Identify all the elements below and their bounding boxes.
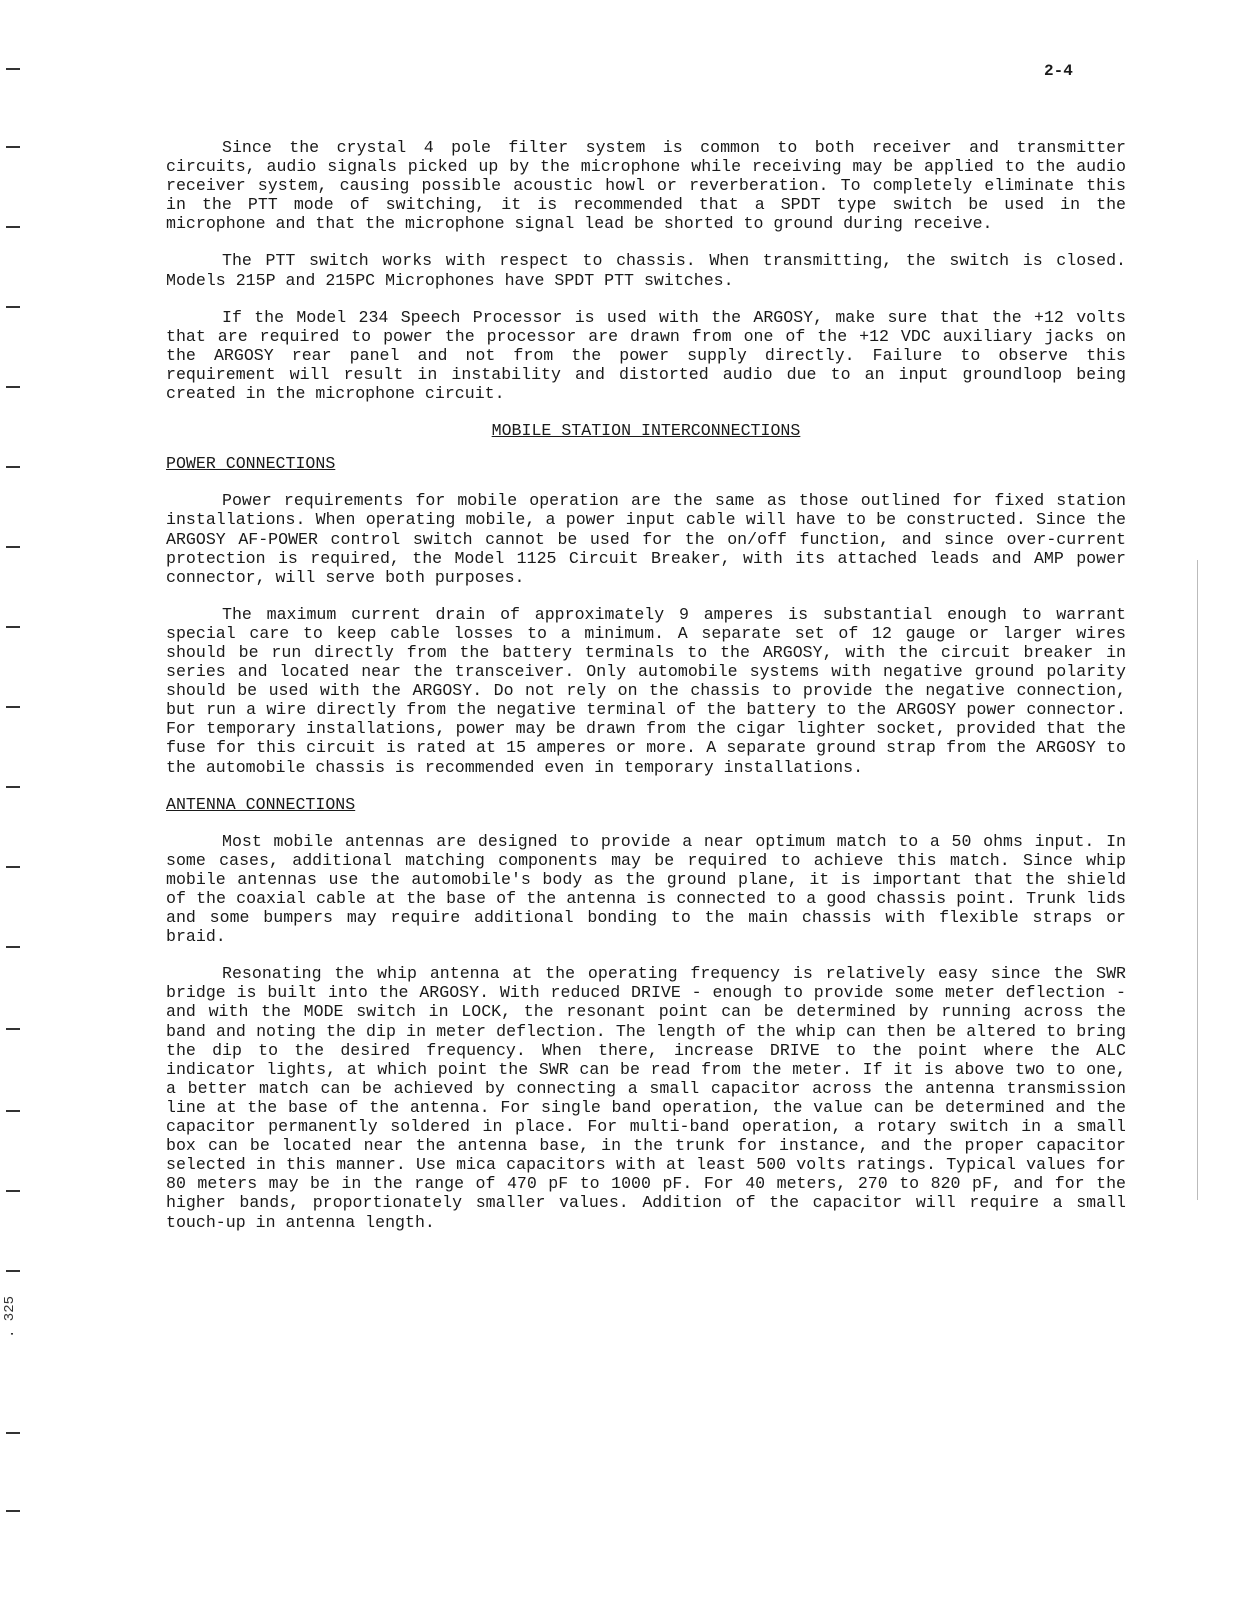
binding-tick xyxy=(6,386,20,388)
binding-tick xyxy=(6,946,20,948)
binding-tick xyxy=(6,1270,20,1272)
margin-stamp: . 325 xyxy=(2,1295,18,1338)
binding-tick xyxy=(6,306,20,308)
binding-tick xyxy=(6,1110,20,1112)
binding-tick xyxy=(6,1190,20,1192)
paragraph: The maximum current drain of approximately 9 amperes is substantial enough to warrant special care to keep cable losses to a minimum. A separate set of 12 gauge or larger wires should be run directly from the battery terminals to the ARGOSY, with the circuit breaker in series and located near the transceiver. Only automobile systems with negative ground polarity should be used with the ARGOSY. Do not rely on the chassis to provide the negative connection, but run a wire directly from the negative terminal of the battery to the ARGOSY power connector. For temporary installations, power may be drawn from the cigar lighter socket, provided that the fuse for this circuit is rated at 15 amperes or more. A separate ground strap from the ARGOSY to the automobile chassis is recommended even in temporary installations. xyxy=(166,604,1126,777)
paragraph: Power requirements for mobile operation are the same as those outlined for fixed station installations. When operating mobile, a power input cable will have to be constructed. Since the ARGOSY AF-POWER control switch cannot be used for the on/off function, and since over-current protection is required, the Model 1125 Circuit Breaker, with its attached leads and AMP power connector, will serve both purposes. xyxy=(166,491,1126,587)
paragraph: The PTT switch works with respect to chassis. When transmitting, the switch is closed. Models 215P and 215PC Microphones have SPDT PTT switches. xyxy=(166,251,1126,290)
subheading-text: POWER CONNECTIONS xyxy=(166,454,336,474)
subheading-power xyxy=(166,454,1126,473)
binding-tick xyxy=(6,226,20,228)
subheading-antenna xyxy=(166,795,1126,814)
paragraph: Since the crystal 4 pole filter system is common to both receiver and transmitter circuits, audio signals picked up by the microphone while receiving may be applied to the audio receiver system, causing possible acoustic howl or reverberation. To completely eliminate this in the PTT mode of switching, it is recommended that a SPDT type switch be used in the microphone and that the microphone signal lead be shorted to ground during receive. xyxy=(166,138,1126,234)
paragraph: If the Model 234 Speech Processor is used with the ARGOSY, make sure that the +12 volts that are required to power the processor are drawn from one of the +12 VDC auxiliary jacks on the ARGOSY rear panel and not from the power supply directly. Failure to observe this requirement will result in instability and distorted audio due to an input groundloop being created in the microphone circuit. xyxy=(166,307,1126,404)
binding-tick xyxy=(6,786,20,788)
binding-tick xyxy=(6,626,20,628)
binding-tick-marks xyxy=(0,0,30,1600)
document-body xyxy=(166,138,1126,1250)
binding-tick xyxy=(6,68,20,70)
page-number: 2-4 xyxy=(1044,62,1073,80)
section-title xyxy=(166,421,1126,440)
binding-tick xyxy=(6,546,20,548)
paragraph: Resonating the whip antenna at the operating frequency is relatively easy since the SWR bridge is built into the ARGOSY. With reduced DRIVE - enough to provide some meter deflection - and with the MODE switch in LOCK, the resonant point can be determined by running across the band and noting the dip in meter deflection. The length of the whip can then be altered to bring the dip to the desired frequency. When there, increase DRIVE to the point where the ALC indicator lights, at which point the SWR can be read from the meter. If it is above two to one, a better match can be achieved by connecting a small capacitor across the antenna transmission line at the base of the antenna. For single band operation, the value can be determined and the capacitor permanently soldered in place. For multi-band operation, a rotary switch in a small box can be located near the antenna base, in the trunk for instance, and the proper capacitor selected in this manner. Use mica capacitors with at least 500 volts ratings. Typical values for 80 meters may be in the range of 470 pF to 1000 pF. For 40 meters, 270 to 820 pF, and for the higher bands, proportionately smaller values. Addition of the capacitor will require a small touch-up in antenna length. xyxy=(166,964,1126,1232)
binding-tick xyxy=(6,1028,20,1030)
binding-tick xyxy=(6,866,20,868)
subheading-text: ANTENNA CONNECTIONS xyxy=(166,794,356,814)
section-title-text: MOBILE STATION INTERCONNECTIONS xyxy=(491,421,801,441)
paragraph: Most mobile antennas are designed to provide a near optimum match to a 50 ohms input. In some cases, additional matching components may be required to achieve this match. Since whip mobile antennas use the automobile's body as the ground plane, it is important that the shield of the coaxial cable at the base of the antenna is connected to a good chassis point. Trunk lids and some bumpers may require additional bonding to the main chassis with flexible straps or braid. xyxy=(166,831,1126,947)
binding-tick xyxy=(6,146,20,148)
scan-edge-line xyxy=(1197,560,1198,1200)
binding-tick xyxy=(6,1432,20,1434)
binding-tick xyxy=(6,706,20,708)
binding-tick xyxy=(6,1510,20,1512)
binding-tick xyxy=(6,466,20,468)
